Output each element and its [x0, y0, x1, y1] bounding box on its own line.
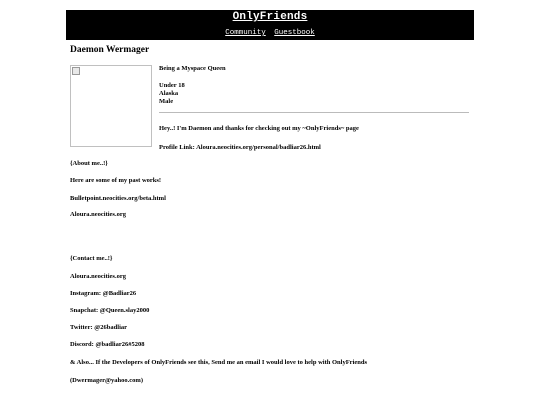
contact-item: Discord: @badliar26#5208	[70, 341, 145, 348]
profile-details	[159, 82, 185, 106]
site-header	[66, 10, 474, 40]
contact-item: Snapchat: @Queen.slay2000	[70, 307, 150, 314]
work-link[interactable]: Aloura.neocities.org	[70, 211, 126, 218]
contact-heading: {Contact me..!}	[70, 255, 113, 262]
profile-location: Alaska	[159, 90, 179, 97]
contact-item: Instagram: @Badliar26	[70, 290, 137, 297]
nav-link-community[interactable]: Community	[225, 29, 266, 37]
contact-email: (Dwermager@yahoo.com)	[70, 377, 144, 384]
contact-item: Twitter: @26badliar	[70, 324, 128, 331]
top-nav	[66, 29, 474, 38]
contact-item: & Also... If the Developers of OnlyFriends see this, Send me an email I would love to help with OnlyFriends	[70, 359, 368, 366]
work-link[interactable]: Bulletpoint.neocities.org/beta.html	[70, 195, 166, 202]
profile-gender: Male	[159, 98, 174, 105]
profile-summary	[70, 65, 470, 153]
about-intro: Here are some of my past works!	[70, 177, 162, 184]
broken-image-icon	[72, 67, 80, 75]
profile-photo	[70, 65, 152, 147]
site-title[interactable]: OnlyFriends	[232, 11, 308, 23]
divider	[159, 112, 469, 113]
contact-item: Aloura.neocities.org	[70, 273, 126, 280]
nav-link-guestbook[interactable]: Guestbook	[274, 29, 315, 37]
profile-name: Daemon Wermager	[70, 45, 150, 55]
profile-age: Under 18	[159, 82, 185, 89]
profile-tagline: Being a Myspace Queen	[159, 65, 226, 72]
profile-content	[70, 44, 470, 384]
profile-greeting: Hey..! I'm Daemon and thanks for checking out my ~OnlyFriends~ page	[159, 125, 359, 132]
profile-link: Profile Link: Aloura.neocities.org/personal/badliar26.html	[159, 144, 321, 151]
about-heading: {About me..!}	[70, 160, 108, 167]
